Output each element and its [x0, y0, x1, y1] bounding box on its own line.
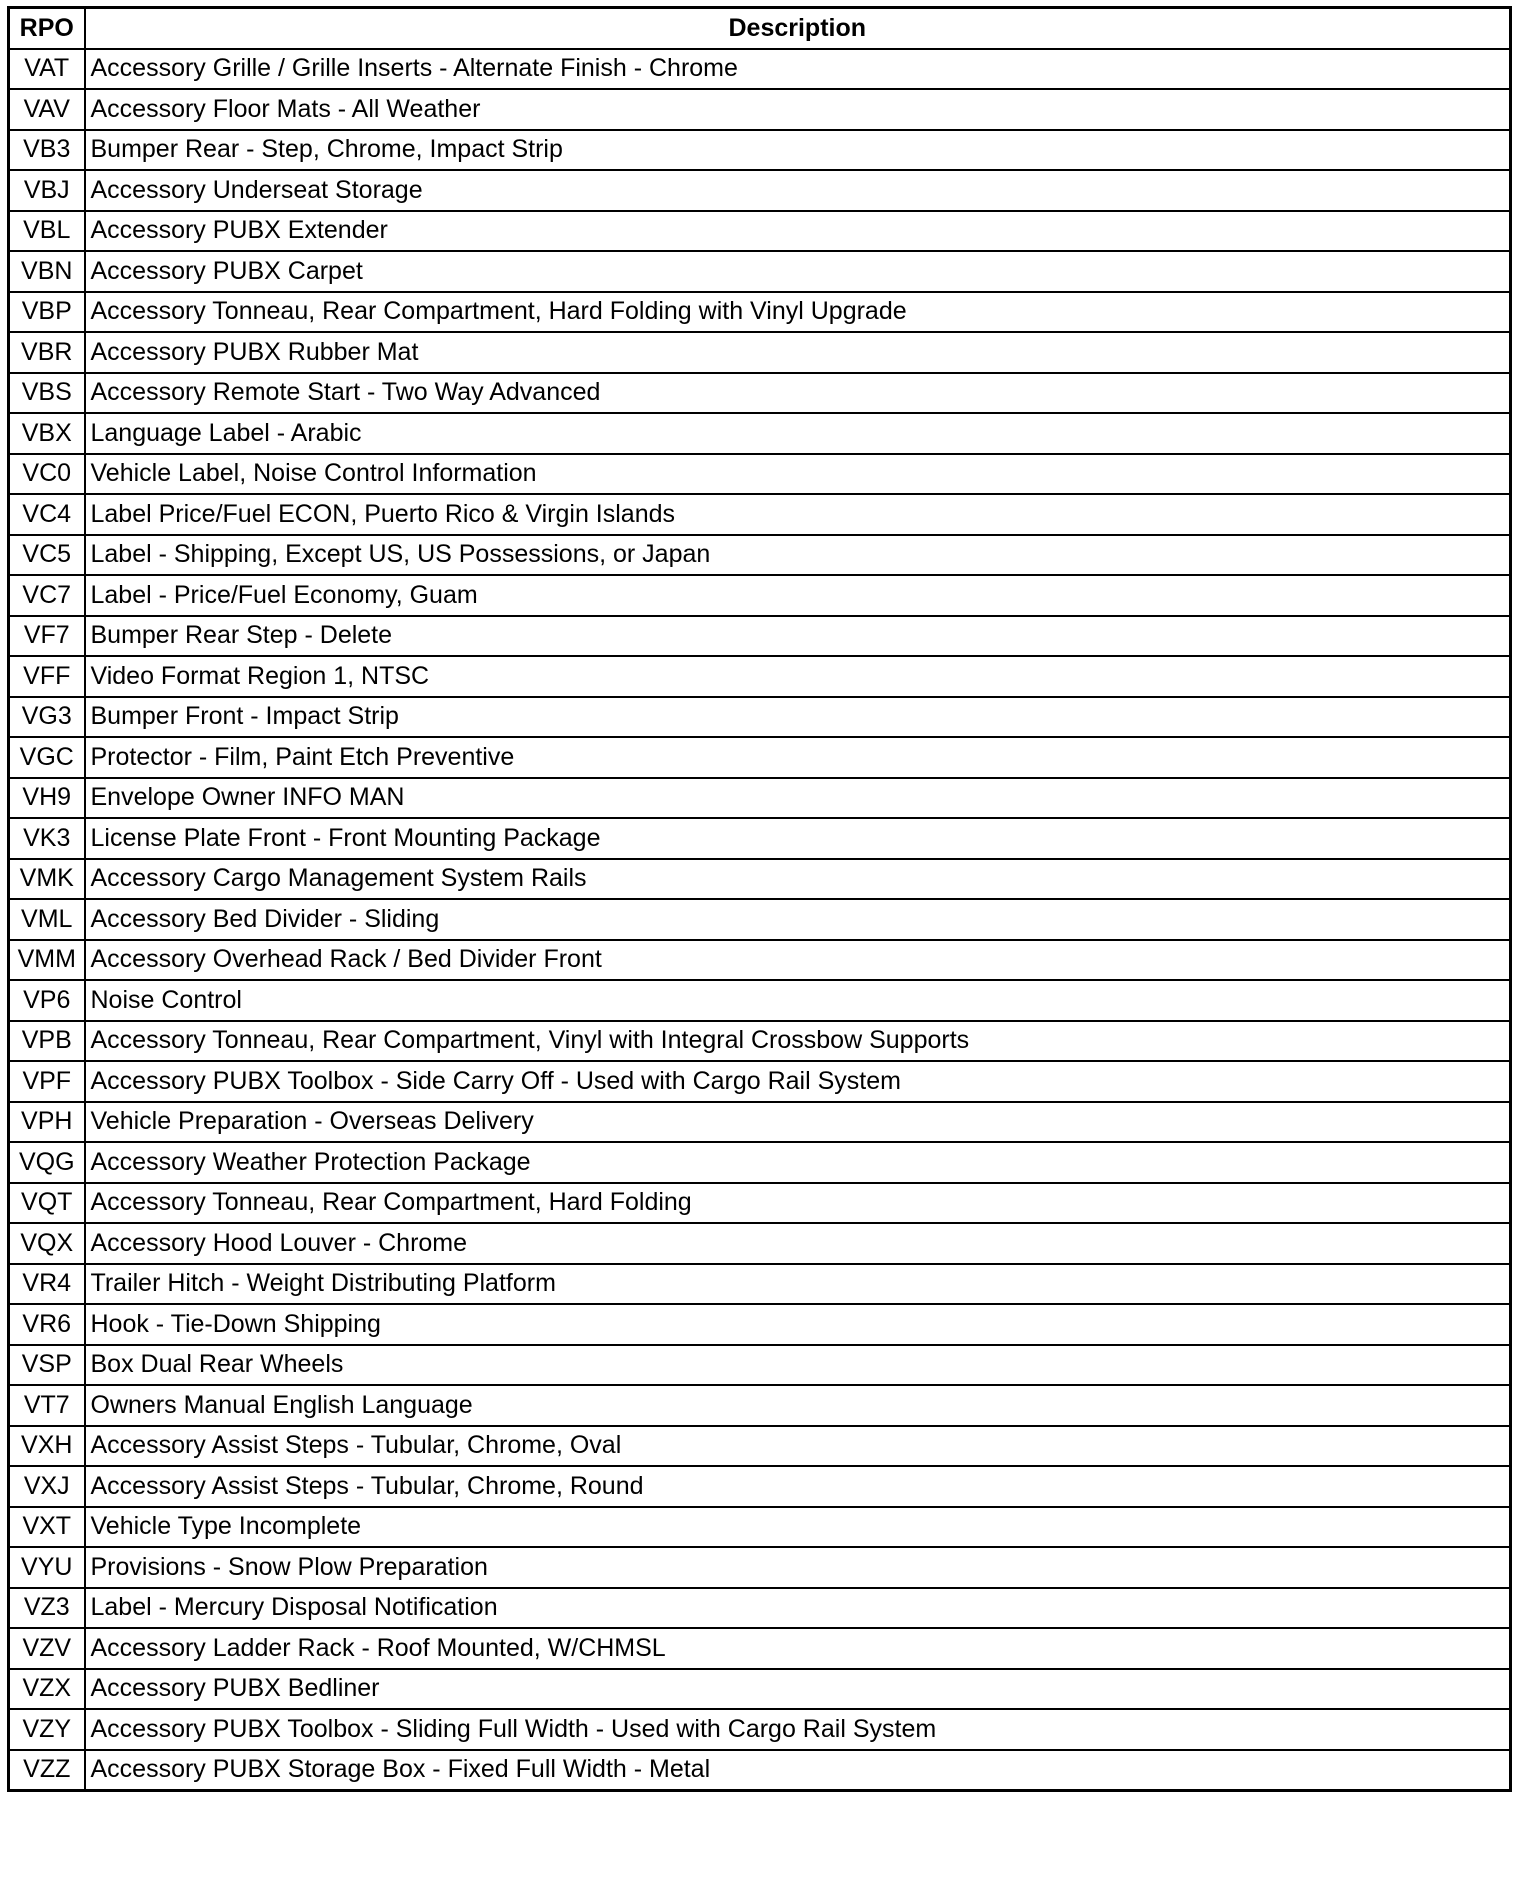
table-row [9, 1385, 1511, 1426]
table-body [9, 49, 1511, 1791]
description-cell: Accessory Underseat Storage [85, 170, 1511, 211]
description-cell: Protector - Film, Paint Etch Preventive [85, 737, 1511, 778]
description-cell: Provisions - Snow Plow Preparation [85, 1547, 1511, 1588]
description-cell: Label Price/Fuel ECON, Puerto Rico & Virgin Islands [85, 494, 1511, 535]
description-cell: Accessory Assist Steps - Tubular, Chrome, Oval [85, 1426, 1511, 1467]
rpo-code-cell: VB3 [9, 130, 85, 171]
rpo-code-cell: VC7 [9, 575, 85, 616]
table-row [9, 1102, 1511, 1143]
table-row [9, 737, 1511, 778]
rpo-code-cell: VZY [9, 1709, 85, 1750]
rpo-code-cell: VR4 [9, 1264, 85, 1305]
description-cell: Vehicle Type Incomplete [85, 1507, 1511, 1548]
table-row [9, 656, 1511, 697]
rpo-code-cell: VFF [9, 656, 85, 697]
description-cell: Bumper Front - Impact Strip [85, 697, 1511, 738]
table-row [9, 1061, 1511, 1102]
table-row [9, 818, 1511, 859]
rpo-code-cell: VPB [9, 1021, 85, 1062]
table-row [9, 616, 1511, 657]
description-cell: Label - Mercury Disposal Notification [85, 1588, 1511, 1629]
rpo-table [7, 6, 1512, 1792]
rpo-code-cell: VBP [9, 292, 85, 333]
table-row [9, 940, 1511, 981]
description-cell: Label - Shipping, Except US, US Possessions, or Japan [85, 535, 1511, 576]
table-row [9, 575, 1511, 616]
table-row [9, 1304, 1511, 1345]
rpo-code-cell: VC0 [9, 454, 85, 495]
rpo-code-cell: VH9 [9, 778, 85, 819]
description-cell: Accessory Tonneau, Rear Compartment, Vinyl with Integral Crossbow Supports [85, 1021, 1511, 1062]
description-cell: Accessory Weather Protection Package [85, 1142, 1511, 1183]
description-cell: Owners Manual English Language [85, 1385, 1511, 1426]
table-row [9, 980, 1511, 1021]
rpo-code-cell: VXJ [9, 1466, 85, 1507]
table-row [9, 292, 1511, 333]
table-row [9, 859, 1511, 900]
description-cell: Accessory Cargo Management System Rails [85, 859, 1511, 900]
rpo-code-cell: VGC [9, 737, 85, 778]
table-row [9, 373, 1511, 414]
rpo-code-cell: VC5 [9, 535, 85, 576]
table-row [9, 1750, 1511, 1791]
table-row [9, 211, 1511, 252]
rpo-code-cell: VBN [9, 251, 85, 292]
table-row [9, 1183, 1511, 1224]
description-cell: Envelope Owner INFO MAN [85, 778, 1511, 819]
rpo-code-cell: VZ3 [9, 1588, 85, 1629]
rpo-code-cell: VZX [9, 1669, 85, 1710]
rpo-code-cell: VBS [9, 373, 85, 414]
description-cell: Accessory Remote Start - Two Way Advanced [85, 373, 1511, 414]
table-row [9, 1547, 1511, 1588]
table-row [9, 1426, 1511, 1467]
rpo-code-cell: VXH [9, 1426, 85, 1467]
rpo-code-cell: VAT [9, 49, 85, 90]
description-cell: Accessory Bed Divider - Sliding [85, 899, 1511, 940]
rpo-code-cell: VZZ [9, 1750, 85, 1791]
table-row [9, 49, 1511, 90]
description-cell: Hook - Tie-Down Shipping [85, 1304, 1511, 1345]
table-row [9, 535, 1511, 576]
rpo-code-cell: VC4 [9, 494, 85, 535]
description-cell: Accessory PUBX Rubber Mat [85, 332, 1511, 373]
description-cell: Accessory Ladder Rack - Roof Mounted, W/CHMSL [85, 1628, 1511, 1669]
rpo-code-cell: VQG [9, 1142, 85, 1183]
description-cell: Video Format Region 1, NTSC [85, 656, 1511, 697]
rpo-code-cell: VPF [9, 1061, 85, 1102]
rpo-code-cell: VML [9, 899, 85, 940]
table-row [9, 1669, 1511, 1710]
table-row [9, 1628, 1511, 1669]
header-row [9, 8, 1511, 49]
table-row [9, 494, 1511, 535]
description-cell: Accessory Tonneau, Rear Compartment, Hard Folding [85, 1183, 1511, 1224]
rpo-code-cell: VG3 [9, 697, 85, 738]
description-cell: Accessory PUBX Extender [85, 211, 1511, 252]
description-cell: Noise Control [85, 980, 1511, 1021]
table-row [9, 1223, 1511, 1264]
rpo-code-cell: VP6 [9, 980, 85, 1021]
rpo-code-cell: VSP [9, 1345, 85, 1386]
description-cell: License Plate Front - Front Mounting Package [85, 818, 1511, 859]
rpo-code-cell: VPH [9, 1102, 85, 1143]
rpo-code-cell: VBL [9, 211, 85, 252]
table-row [9, 251, 1511, 292]
table-row [9, 1345, 1511, 1386]
description-cell: Accessory PUBX Bedliner [85, 1669, 1511, 1710]
table-row [9, 1264, 1511, 1305]
table-row [9, 170, 1511, 211]
description-cell: Accessory PUBX Toolbox - Side Carry Off - Used with Cargo Rail System [85, 1061, 1511, 1102]
rpo-column-header: RPO [9, 8, 85, 49]
rpo-code-cell: VXT [9, 1507, 85, 1548]
table-row [9, 1709, 1511, 1750]
rpo-code-cell: VK3 [9, 818, 85, 859]
table-row [9, 899, 1511, 940]
table-row [9, 332, 1511, 373]
description-cell: Accessory Hood Louver - Chrome [85, 1223, 1511, 1264]
description-cell: Accessory Floor Mats - All Weather [85, 89, 1511, 130]
rpo-code-cell: VQT [9, 1183, 85, 1224]
description-cell: Vehicle Label, Noise Control Information [85, 454, 1511, 495]
rpo-code-cell: VMK [9, 859, 85, 900]
rpo-code-cell: VQX [9, 1223, 85, 1264]
description-cell: Accessory PUBX Carpet [85, 251, 1511, 292]
description-cell: Vehicle Preparation - Overseas Delivery [85, 1102, 1511, 1143]
table-row [9, 1021, 1511, 1062]
rpo-code-cell: VZV [9, 1628, 85, 1669]
description-cell: Language Label - Arabic [85, 413, 1511, 454]
table-row [9, 1142, 1511, 1183]
rpo-code-cell: VMM [9, 940, 85, 981]
description-cell: Bumper Rear Step - Delete [85, 616, 1511, 657]
table-row [9, 413, 1511, 454]
table-row [9, 778, 1511, 819]
description-cell: Box Dual Rear Wheels [85, 1345, 1511, 1386]
rpo-code-cell: VBJ [9, 170, 85, 211]
description-cell: Accessory PUBX Storage Box - Fixed Full Width - Metal [85, 1750, 1511, 1791]
rpo-code-cell: VBX [9, 413, 85, 454]
rpo-code-cell: VBR [9, 332, 85, 373]
description-cell: Accessory PUBX Toolbox - Sliding Full Width - Used with Cargo Rail System [85, 1709, 1511, 1750]
description-column-header: Description [85, 8, 1511, 49]
description-cell: Accessory Tonneau, Rear Compartment, Hard Folding with Vinyl Upgrade [85, 292, 1511, 333]
rpo-code-cell: VYU [9, 1547, 85, 1588]
table-header [9, 8, 1511, 49]
description-cell: Accessory Assist Steps - Tubular, Chrome, Round [85, 1466, 1511, 1507]
rpo-code-cell: VAV [9, 89, 85, 130]
table-row [9, 1507, 1511, 1548]
table-row [9, 697, 1511, 738]
rpo-code-cell: VF7 [9, 616, 85, 657]
table-row [9, 1466, 1511, 1507]
description-cell: Bumper Rear - Step, Chrome, Impact Strip [85, 130, 1511, 171]
table-row [9, 454, 1511, 495]
description-cell: Accessory Overhead Rack / Bed Divider Front [85, 940, 1511, 981]
description-cell: Trailer Hitch - Weight Distributing Platform [85, 1264, 1511, 1305]
table-row [9, 89, 1511, 130]
description-cell: Label - Price/Fuel Economy, Guam [85, 575, 1511, 616]
rpo-code-cell: VR6 [9, 1304, 85, 1345]
table-row [9, 130, 1511, 171]
table-row [9, 1588, 1511, 1629]
description-cell: Accessory Grille / Grille Inserts - Alternate Finish - Chrome [85, 49, 1511, 90]
rpo-code-cell: VT7 [9, 1385, 85, 1426]
